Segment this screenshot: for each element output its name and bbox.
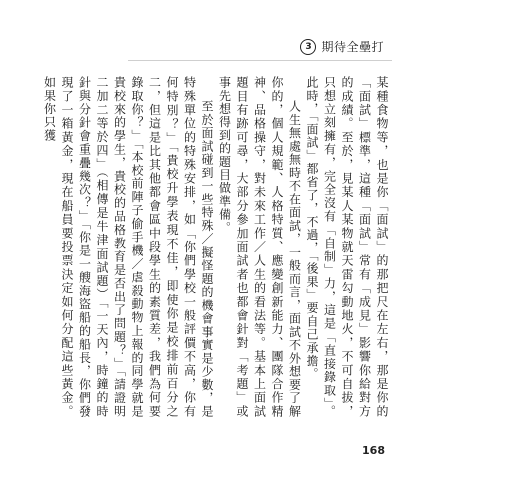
paragraph: 至於面試碰到一些特殊／擬怪題的機會事實是少數，是特殊單位的特殊安排，如「你們學校一般評價不高，你有何特別？」「貴校升學表現不佳，即使你是校排前百分之二，但這是比其他都會區中段學生的素質差，我們為何要錄取你？」「本校前陣子偷手機／虐殺動物上報的同學就是貴校來的學生，貴校的品格教育是否出了問題？」「請證明二加二等於四」（相傳是牛津面試題）「一天內，時鐘的時針與分針會重疊幾次？」「你是一艘海盜船的船長，你們發現了一箱黃金，現在船員要投票決定如何分配這些黃金。如果你只獲 — [42, 76, 214, 418]
page-number: 168 — [362, 444, 385, 457]
paragraph: 人生無處無時不在面試，一般而言，面試不外想要了解你的，個人規範、人格特質、應變創新能力、團隊合作精神、品格操守，對未來工作／人生的看法等。基本上面試題目有跡可尋，大部分參加面試者也都會針對「考題」或事先想得到的題目做準備。 — [217, 76, 302, 418]
chapter-title: 期待全壘打 — [321, 40, 384, 54]
chapter-header — [300, 38, 384, 55]
chapter-number-badge: 3 — [300, 39, 316, 55]
paragraph: 某種食物等，也是你「面試」的那把尺在左右，那是你的「面試」標準，這種「面試」常有「成見」影響你給對方的成績。至於，見某人某物就天雷勾動地火，不可自拔，只想立刻擁有，完全沒有「自制」力，這是「直接錄取」。此時，「面試」都省了，不過，「後果」要自己承擔。 — [305, 76, 389, 418]
body-text — [42, 76, 390, 418]
header-divider — [128, 60, 392, 61]
